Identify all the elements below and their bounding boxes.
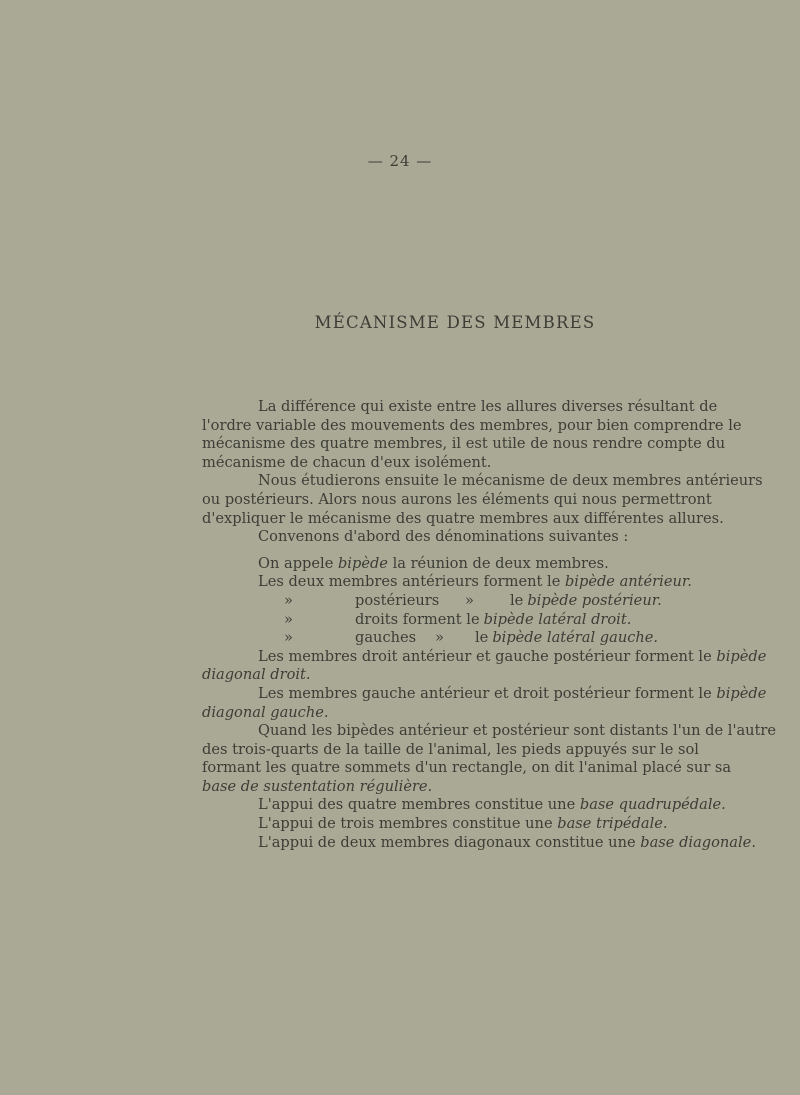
paragraph-1-line-1: La différence qui existe entre les allures diverses résultant de	[258, 398, 718, 415]
bases	[202, 796, 756, 852]
spacer	[202, 547, 680, 555]
definition-text: gauches	[355, 629, 417, 647]
definition-posterieur	[202, 592, 680, 611]
base-text: L'appui des quatre membres constitue une	[258, 796, 580, 814]
paragraph-4-line-3: formant les quatre sommets d'un rectangle, on dit l'animal placé sur sa	[202, 759, 732, 777]
definition-lateral-droit	[202, 611, 680, 630]
definition-text: droits forment le	[355, 610, 480, 628]
definition-text: Les membres gauche antérieur et droit postérieur forment le	[258, 684, 717, 702]
definition-term: bipède	[716, 647, 767, 665]
base-text: L'appui de deux membres diagonaux constitue une	[258, 833, 641, 851]
definition-term: bipède postérieur.	[527, 591, 662, 609]
base-quadrupedale	[202, 796, 726, 815]
base-diagonale	[202, 833, 756, 853]
definition-term: bipède	[716, 684, 767, 702]
definitions	[202, 554, 767, 722]
body-text	[202, 398, 777, 852]
definition-anterieur	[202, 573, 692, 592]
paragraph-1-line-2: l'ordre variable des mouvements des membres, pour bien comprendre le	[202, 416, 742, 434]
paragraph-1	[202, 398, 742, 472]
definition-lateral-gauche	[202, 629, 680, 648]
paragraph-2-line-1: Nous étudierons ensuite le mécanisme de deux membres antérieurs	[258, 472, 763, 490]
paragraph-1-line-3: mécanisme des quatre membres, il est utile de nous rendre compte du	[202, 435, 726, 453]
paragraph-2-line-2: ou postérieurs. Alors nous aurons les éléments qui nous permettront	[202, 490, 712, 508]
paragraph-4-line-1: Quand les bipèdes antérieur et postérieur sont distants l'un de l'autre	[258, 722, 777, 740]
definition-diagonal-gauche-term: diagonal gauche.	[202, 703, 329, 721]
paragraph-1-line-4: mécanisme de chacun d'eux isolément.	[202, 453, 492, 471]
definition-diagonal-gauche	[202, 684, 767, 704]
definition-text: la réunion de deux membres.	[387, 554, 609, 572]
definition-text: On appele	[258, 554, 338, 572]
definition-diagonal-droit	[202, 647, 767, 667]
paragraph-4-line-2: des trois-quarts de la taille de l'animal, les pieds appuyés sur le sol	[202, 740, 699, 758]
definition-text: Les deux membres antérieurs forment le	[258, 573, 565, 591]
base-tripedale	[202, 815, 680, 834]
base-term: base tripédale.	[557, 815, 668, 833]
definition-term: bipède latéral droit.	[483, 610, 632, 628]
definition-text: le	[510, 591, 524, 609]
section-heading: MÉCANISME DES MEMBRES	[314, 313, 596, 332]
base-term: base diagonale.	[640, 833, 756, 851]
definition-text: le	[475, 629, 489, 647]
definition-term: bipède latéral gauche.	[492, 629, 659, 647]
ditto-mark: »	[435, 629, 444, 647]
definition-term: bipède	[337, 554, 388, 572]
definition-text: postérieurs	[355, 591, 440, 609]
ditto-mark: »	[284, 629, 293, 647]
ditto-mark: »	[465, 591, 474, 609]
ditto-mark: »	[284, 591, 293, 609]
paragraph-2-line-3: d'expliquer le mécanisme des quatre membres aux différentes allures.	[202, 509, 724, 527]
paragraph-4-term: base de sustentation régulière.	[202, 777, 433, 795]
base-text: L'appui de trois membres constitue une	[258, 815, 558, 833]
base-term: base quadrupédale.	[579, 796, 726, 814]
definition-bipede	[202, 555, 680, 574]
definition-term: bipède antérieur.	[564, 573, 692, 591]
paragraph-2	[202, 472, 763, 528]
page-number: — 24 —	[367, 152, 433, 170]
definition-text: Les membres droit antérieur et gauche postérieur forment le	[258, 647, 717, 665]
paragraph-3-line: Convenons d'abord des dénominations suivantes :	[258, 528, 629, 546]
paragraph-4	[202, 722, 777, 796]
ditto-mark: »	[284, 610, 293, 628]
definition-diagonal-droit-term: diagonal droit.	[202, 666, 311, 684]
paragraph-3	[202, 528, 680, 547]
